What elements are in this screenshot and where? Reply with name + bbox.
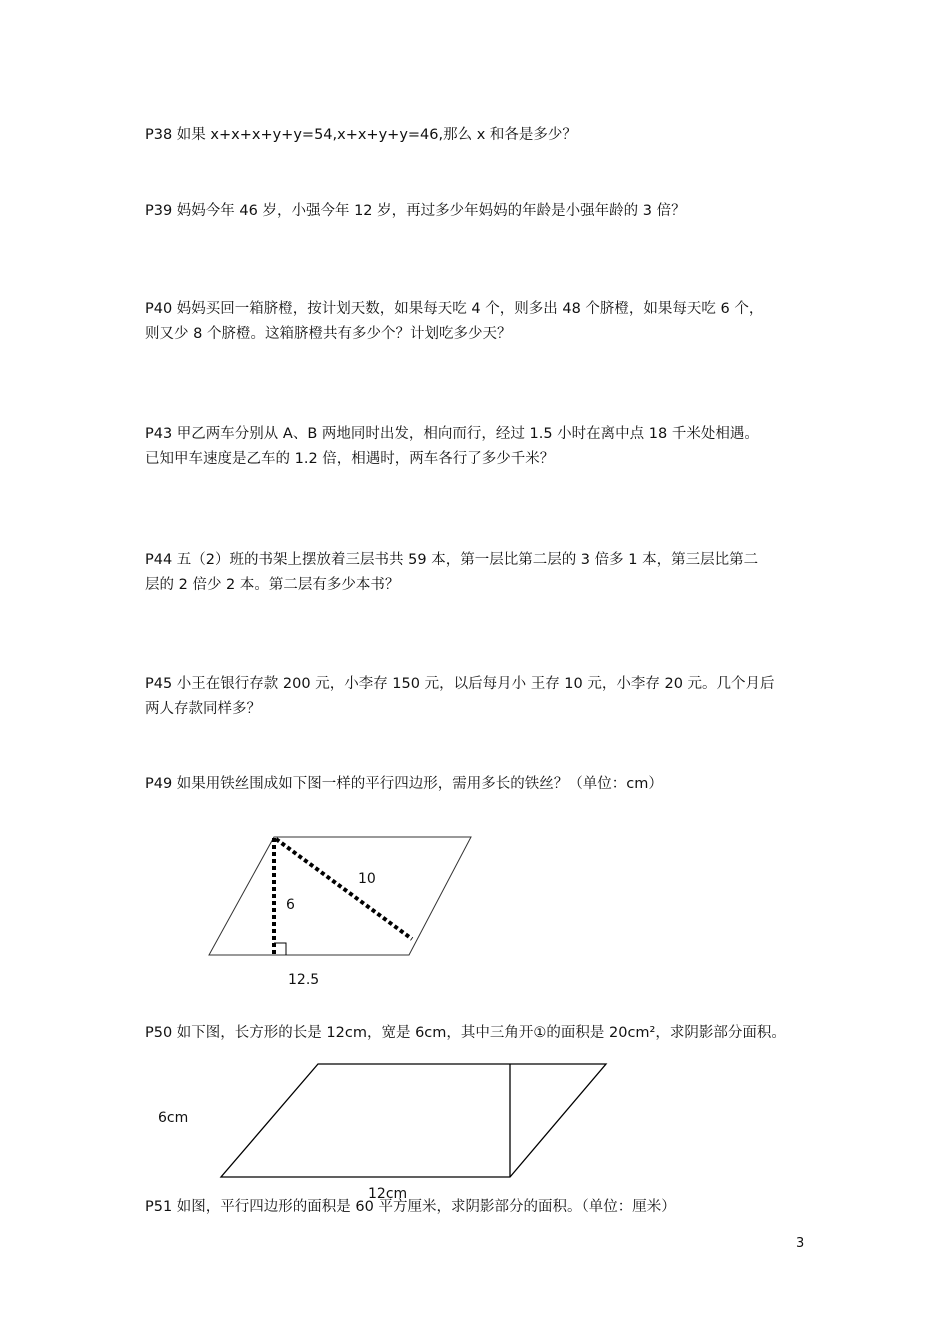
question-line: 已知甲车速度是乙车的 1.2 倍，相遇时，两车各行了多少千米？	[145, 451, 555, 467]
question-line: 则又少 8 个脐橙。这箱脐橙共有多少个？计划吃多少天？	[145, 326, 512, 342]
page-number: 3	[796, 1236, 805, 1251]
question-line: 层的 2 倍少 2 本。第二层有多少本书？	[145, 577, 400, 593]
question-p51	[145, 1195, 825, 1220]
question-line: P44 五（2）班的书架上摆放着三层书共 59 本，第一层比第二层的 3 倍多 1 本，第三层比第二	[145, 552, 759, 568]
label-length: 12cm	[368, 1186, 408, 1202]
label-diagonal: 10	[358, 871, 376, 887]
question-line: P49 如果用铁丝围成如下图一样的平行四边形，需用多长的铁丝？（单位：cm）	[145, 776, 663, 792]
label-base: 12.5	[288, 972, 320, 988]
parallelogram-outline	[221, 1064, 606, 1177]
label-width: 6cm	[158, 1110, 189, 1126]
label-height: 6	[286, 897, 295, 913]
question-line: P43 甲乙两车分别从 A、B 两地同时出发，相向而行，经过 1.5 小时在离中点 18 千米处相遇。	[145, 426, 759, 442]
question-line: P39 妈妈今年 46 岁，小强今年 12 岁，再过多少年妈妈的年龄是小强年龄的 3 倍？	[145, 203, 686, 219]
question-line: P38 如果 x+x+x+y+y=54,x+x+y+y=46,那么 x 和各是多少？	[145, 127, 577, 143]
question-line: P50 如下图，长方形的长是 12cm，宽是 6cm，其中三角开①的面积是 20cm²，求阴影部分面积。	[145, 1025, 786, 1041]
question-line: P45 小王在银行存款 200 元，小李存 150 元，以后每月小 王存 10 元，小李存 20 元。几个月后	[145, 676, 775, 692]
question-line: P51 如图，平行四边形的面积是 60 平方厘米，求阴影部分的面积。（单位：厘米）	[145, 1199, 676, 1215]
question-line: P40 妈妈买回一箱脐橙，按计划天数，如果每天吃 4 个，则多出 48 个脐橙，如果每天吃 6 个，	[145, 301, 764, 317]
question-line: 两人存款同样多？	[145, 701, 261, 717]
